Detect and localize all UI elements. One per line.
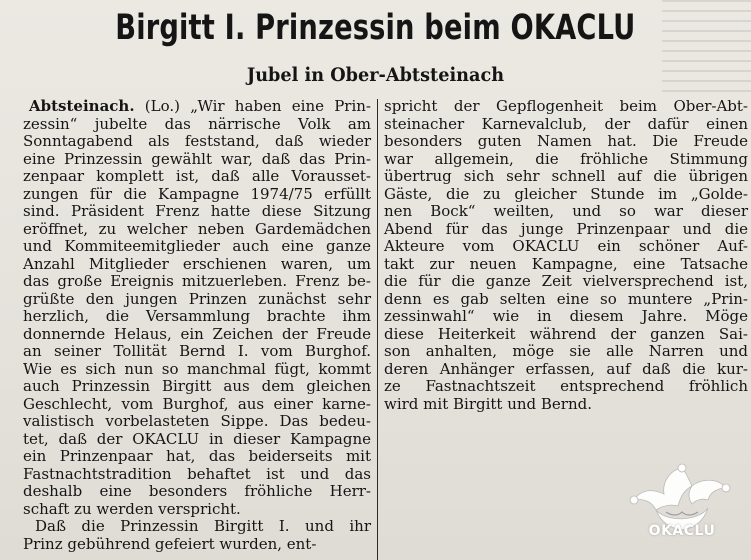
- column-1-line: grüßte den jungen Prinzen zunächst sehr: [23, 289, 371, 308]
- column-1-line: und Kommiteemitglieder auch eine ganze: [23, 237, 371, 255]
- logo-wordmark: OKACLU: [648, 523, 716, 539]
- column-divider: [377, 99, 378, 560]
- column-1-line: [23, 98, 371, 116]
- column-1-line: zessin“ jubelte das närrische Volk am: [23, 114, 371, 133]
- column-2-line: ze Fastnachtszeit entsprechend fröhlich: [384, 377, 748, 395]
- column-1-line: Sonntagabend als feststand, daß wieder: [23, 132, 371, 150]
- column-2-line: Abend für das junge Prinzenpaar und die: [384, 219, 748, 238]
- column-2-line: son anhalten, möge sie alle Narren und: [384, 342, 748, 360]
- column-1-line: donnernde Helaus, ein Zeichen der Freude: [23, 324, 371, 343]
- article-column-1: [23, 98, 371, 553]
- column-1-line: zungen für die Kampagne 1974/75 erfüllt: [23, 184, 371, 203]
- column-1-line: valistisch vorbelasteten Sippe. Das bedeu-: [23, 412, 371, 430]
- column-1-line: Fastnachtstradition behaftet ist und das: [23, 464, 371, 483]
- column-2-line: nen Bock“ weilten, und so war dieser: [384, 202, 748, 220]
- column-1-line: zenpaar komplett ist, daß alle Vorausset-: [23, 167, 371, 185]
- column-2-line: die für die ganze Zeit vielversprechend ist,: [384, 272, 748, 290]
- column-1-line: herzlich, die Versammlung brachte ihm: [23, 307, 371, 325]
- line-text: (Lo.) „Wir haben eine Prin-: [144, 97, 371, 115]
- column-1-line: Prinz gebührend gefeiert wurden, ent-: [23, 534, 317, 553]
- column-1-line: sind. Präsident Frenz hatte diese Sitzung: [23, 202, 371, 220]
- column-2-line: deren Anhänger erfassen, auf daß die kur-: [384, 359, 748, 378]
- column-1-line: eine Prinzessin gewählt war, daß das Prin-: [23, 149, 371, 168]
- column-2-line: wird mit Birgitt und Bernd.: [384, 394, 593, 413]
- column-2-line: takt zur neuen Kampagne, eine Tatsache: [384, 254, 748, 273]
- column-1-line: Geschlecht, vom Burghof, aus einer karne-: [23, 394, 371, 413]
- column-1-line: das große Ereignis mitzuerleben. Frenz be-: [23, 272, 371, 290]
- column-1-line: Daß die Prinzessin Birgitt I. und ihr: [35, 517, 371, 535]
- column-2-line: Akteure vom OKACLU ein schöner Auf-: [384, 237, 748, 255]
- column-2-line: steinacher Karnevalclub, der dafür einen: [384, 114, 748, 133]
- subheadline: Jubel in Ober-Abtsteinach: [246, 64, 505, 86]
- column-1-line: schaft zu werden verspricht.: [23, 499, 241, 518]
- column-2-line: zessinwahl“ wie in diesem Jahre. Möge: [384, 307, 748, 325]
- column-2-line: diese Heiterkeit während der ganzen Sai-: [384, 324, 748, 343]
- column-1-line: an seiner Tollität Bernd I. vom Burghof.: [23, 342, 371, 360]
- column-2-line: Gäste, die zu gleicher Stunde im „Golde-: [384, 184, 748, 203]
- column-2-line: war allgemein, die fröhliche Stimmung: [384, 149, 748, 168]
- column-1-line: auch Prinzessin Birgitt aus dem gleichen: [23, 377, 371, 395]
- column-2-line: spricht der Gepflogenheit beim Ober-Abt-: [384, 97, 748, 115]
- column-1-line: Wie es sich nun so manchmal fügt, kommt: [23, 359, 371, 378]
- article-column-2: [384, 98, 748, 413]
- column-1-line: eröffnet, zu welcher neben Gardemädchen: [23, 219, 371, 238]
- column-1-line: ein Prinzenpaar hat, das beiderseits mit: [23, 447, 371, 465]
- headline: Birgitt I. Prinzessin beim OKACLU: [115, 8, 636, 48]
- dateline: Abtsteinach.: [29, 97, 135, 115]
- column-1-line: tet, daß der OKACLU in dieser Kampagne: [23, 429, 371, 448]
- column-2-line: denn es gab selten eine so muntere „Prin-: [384, 289, 748, 308]
- column-1-line: Anzahl Mitglieder erschienen waren, um: [23, 254, 371, 273]
- column-2-line: besonders guten Namen hat. Die Freude: [384, 132, 748, 150]
- column-2-line: übertrug sich sehr schnell auf die übrigen: [384, 167, 748, 185]
- column-1-line: deshalb eine besonders fröhliche Herr-: [23, 482, 371, 500]
